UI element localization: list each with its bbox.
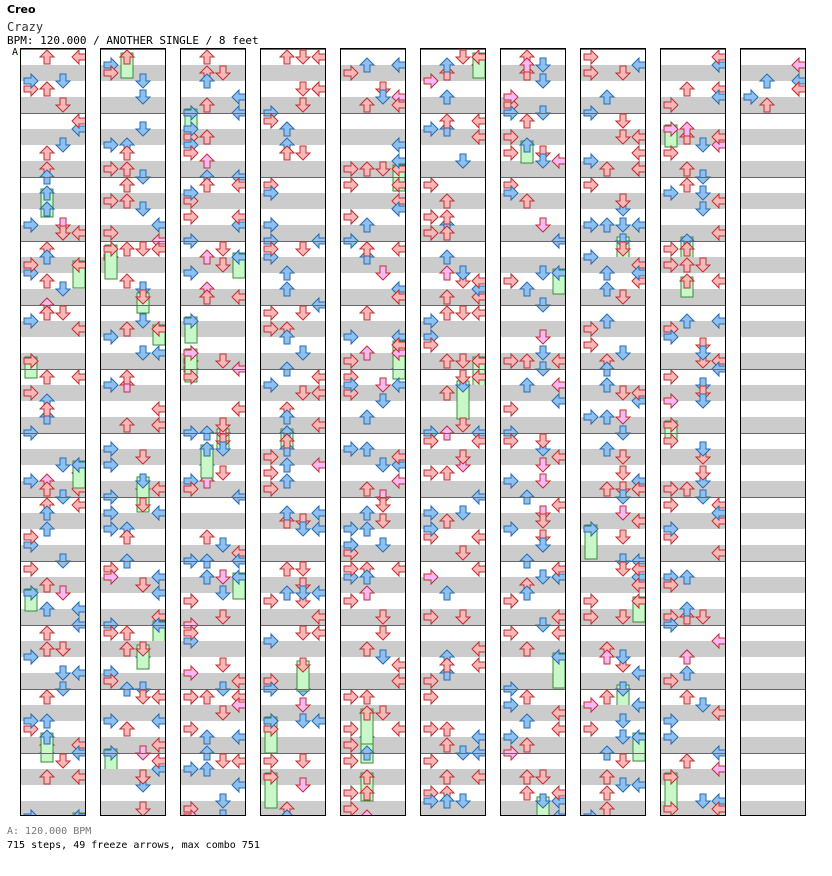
down-arrow [40,402,54,416]
left-arrow [264,754,278,768]
column-notes [661,49,725,815]
up-arrow [456,50,470,64]
beat-stripe [741,449,805,465]
chart-info: BPM: 120.000 / ANOTHER SINGLE / 8 feet [7,34,259,47]
up-arrow [216,754,230,768]
right-arrow [312,626,325,640]
chart-column-5 [340,48,406,816]
chart-column-4 [260,48,326,816]
column-notes [21,49,85,815]
left-arrow [504,402,518,416]
beat-stripe [341,609,405,625]
up-arrow [216,242,230,256]
down-arrow [120,178,134,192]
chart-column-9 [660,48,726,816]
column-notes [261,49,325,815]
left-arrow [264,594,278,608]
down-arrow [40,82,54,96]
right-arrow [392,562,405,576]
right-arrow [72,498,85,512]
song-artist: Creo [7,3,36,16]
up-arrow [56,306,70,320]
left-arrow [424,722,438,736]
up-arrow [696,466,710,480]
up-arrow [616,754,630,768]
down-arrow [520,114,534,128]
beat-stripe [501,321,565,337]
beat-stripe [741,673,805,689]
down-arrow [40,274,54,288]
beat-stripe [741,417,805,433]
down-arrow [600,786,614,800]
left-arrow [664,498,678,512]
beat-stripe [421,97,485,113]
beat-stripe [741,257,805,273]
left-arrow [424,754,438,768]
beat-stripe [421,545,485,561]
down-arrow [200,690,214,704]
beat-stripe [261,161,325,177]
down-arrow [40,50,54,64]
down-arrow [120,146,134,160]
down-arrow [600,690,614,704]
right-arrow [152,402,165,416]
down-arrow [520,786,534,800]
up-arrow [216,466,230,480]
right-arrow [632,146,645,160]
bpm-marker: A [12,47,19,58]
down-arrow [40,690,54,704]
beat-stripe [261,353,325,369]
up-arrow [536,434,550,448]
column-notes [741,49,805,815]
beat-stripe [181,385,245,401]
right-arrow [392,722,405,736]
song-title: Crazy [7,20,44,34]
up-arrow [296,146,310,160]
beat-stripe [741,513,805,529]
up-arrow [296,562,310,576]
up-arrow [296,754,310,768]
beat-stripe [21,97,85,113]
right-arrow [472,114,485,128]
column-notes [101,49,165,815]
down-arrow [440,114,454,128]
down-arrow [440,466,454,480]
right-arrow [232,754,245,768]
down-arrow [680,82,694,96]
left-arrow [664,242,678,256]
left-arrow [424,178,438,192]
down-arrow [40,370,54,384]
down-arrow [280,146,294,160]
beat-stripe [741,161,805,177]
beat-stripe [341,417,405,433]
left-arrow [264,466,278,480]
down-arrow [680,178,694,192]
down-arrow [200,178,214,192]
beat-stripe [261,129,325,145]
up-arrow [616,466,630,480]
beat-stripe [21,513,85,529]
left-arrow [184,690,198,704]
beat-stripe [581,289,645,305]
left-arrow [504,626,518,640]
beat-stripe [581,193,645,209]
left-arrow [344,210,358,224]
chart-column-3 [180,48,246,816]
down-arrow [40,626,54,640]
left-arrow [504,146,518,160]
beat-stripe [101,289,165,305]
column-notes [181,49,245,815]
chart-summary: 715 steps, 49 freeze arrows, max combo 751 [7,840,260,851]
chart-column-8 [580,48,646,816]
down-arrow [120,626,134,640]
beat-stripe [741,129,805,145]
left-arrow [344,722,358,736]
beat-stripe [101,545,165,561]
down-arrow [120,370,134,384]
right-arrow [392,658,405,672]
right-arrow [72,50,85,64]
left-arrow [664,370,678,384]
right-arrow [312,50,325,64]
beat-stripe [21,289,85,305]
beat-stripe [261,545,325,561]
beat-stripe [741,321,805,337]
left-arrow [344,178,358,192]
right-arrow [152,690,165,704]
beat-stripe [741,737,805,753]
right-arrow [472,562,485,576]
down-arrow [120,722,134,736]
beat-stripe [421,161,485,177]
chart-column-2 [100,48,166,816]
right-arrow [472,658,485,672]
beat-stripe [101,97,165,113]
right-arrow [552,498,565,512]
beat-stripe [661,449,725,465]
left-arrow [664,146,678,160]
down-arrow [280,562,294,576]
beat-stripe [421,257,485,273]
down-arrow [360,242,374,256]
up-arrow [376,626,390,640]
left-arrow [184,210,198,224]
right-arrow [312,370,325,384]
up-arrow [296,306,310,320]
down-arrow [200,50,214,64]
left-arrow [584,50,598,64]
up-arrow [616,530,630,544]
beat-stripe [741,545,805,561]
down-arrow [440,306,454,320]
beat-stripe [741,481,805,497]
beat-stripe [741,289,805,305]
up-arrow [56,754,70,768]
beat-stripe [741,801,805,815]
bpm-legend: A: 120.000 BPM [7,826,92,837]
beat-stripe [421,705,485,721]
column-notes [421,49,485,815]
left-arrow [504,594,518,608]
up-arrow [296,82,310,96]
beat-stripe [101,801,165,815]
right-arrow [472,306,485,320]
left-arrow [424,466,438,480]
right-arrow [232,402,245,416]
left-arrow [184,722,198,736]
up-arrow [616,562,630,576]
right-arrow [312,82,325,96]
down-arrow [200,530,214,544]
down-arrow [360,306,374,320]
down-arrow [40,146,54,160]
left-arrow [344,754,358,768]
left-arrow [424,210,438,224]
beat-stripe [741,193,805,209]
left-arrow [184,594,198,608]
beat-stripe [421,449,485,465]
right-arrow [72,370,85,384]
left-arrow [504,274,518,288]
up-arrow [296,50,310,64]
down-arrow [120,274,134,288]
right-arrow [392,242,405,256]
left-arrow [344,786,358,800]
right-arrow [552,722,565,736]
left-arrow [264,306,278,320]
right-arrow [712,274,725,288]
beat-stripe [741,385,805,401]
left-arrow [24,562,38,576]
up-arrow [296,626,310,640]
up-arrow [136,242,150,256]
column-notes [581,49,645,815]
beat-stripe [501,545,565,561]
chart-column-1 [20,48,86,816]
right-arrow [472,530,485,544]
down-arrow [280,50,294,64]
left-arrow [584,722,598,736]
beat-stripe [741,225,805,241]
beat-stripe [261,65,325,81]
beat-stripe [741,769,805,785]
down-arrow [40,306,54,320]
column-notes [341,49,405,815]
chart-column-6 [420,48,486,816]
beat-stripe [341,257,405,273]
beat-stripe [741,577,805,593]
left-arrow [584,594,598,608]
down-arrow [680,754,694,768]
down-arrow [120,530,134,544]
down-arrow [440,658,454,672]
down-arrow [440,210,454,224]
up-arrow [376,498,390,512]
down-arrow [120,242,134,256]
right-arrow [552,626,565,640]
up-arrow [216,658,230,672]
left-arrow [344,594,358,608]
column-notes [501,49,565,815]
beat-stripe [741,609,805,625]
beat-stripe [741,705,805,721]
up-arrow [456,306,470,320]
down-arrow [680,690,694,704]
beat-stripe [741,641,805,657]
up-arrow [136,690,150,704]
up-arrow [616,114,630,128]
down-arrow [520,690,534,704]
left-arrow [344,690,358,704]
up-arrow [296,242,310,256]
chart-column-10 [740,48,806,816]
beat-stripe [741,353,805,369]
down-arrow [440,722,454,736]
down-arrow [360,690,374,704]
beat-stripe [581,449,645,465]
chart-column-7 [500,48,566,816]
beat-stripe [181,513,245,529]
left-arrow [424,690,438,704]
left-arrow [584,178,598,192]
left-arrow [584,338,598,352]
